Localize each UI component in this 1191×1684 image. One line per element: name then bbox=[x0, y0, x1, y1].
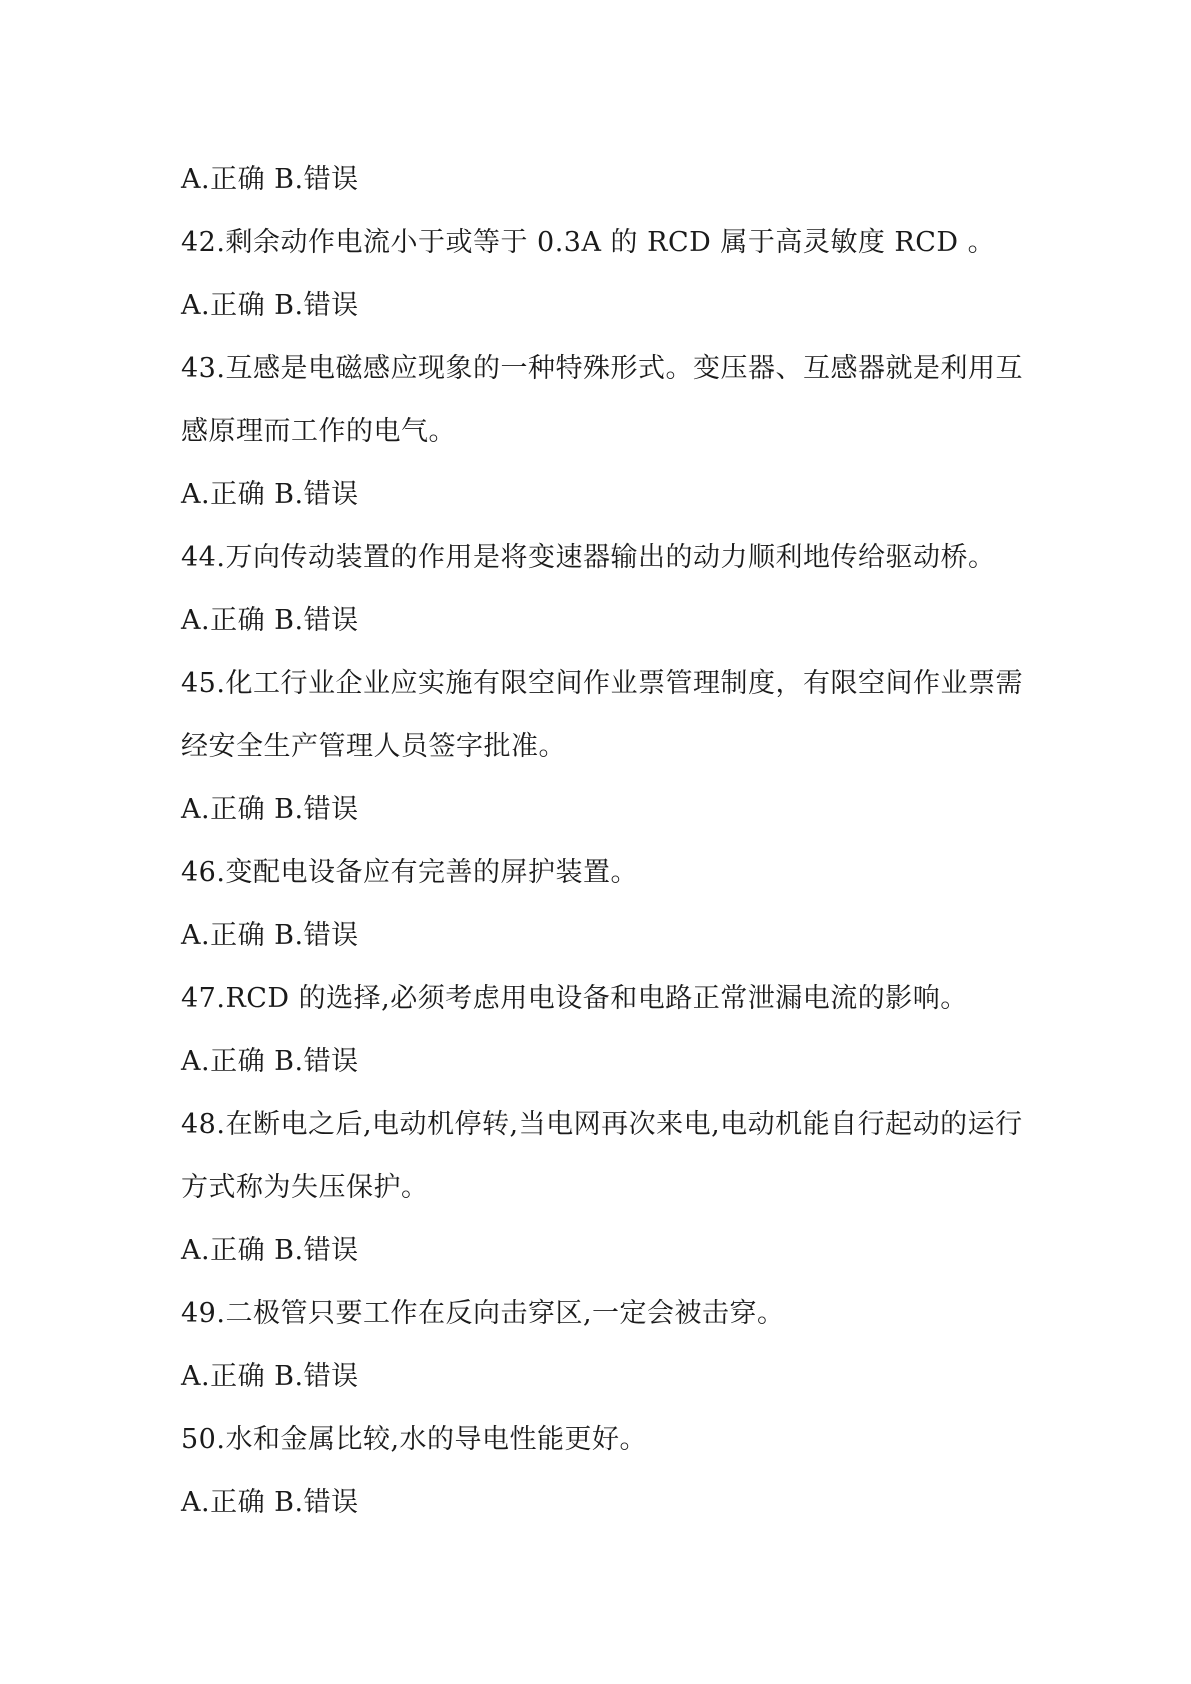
options-text: A.正确 B.错误 bbox=[181, 1487, 359, 1518]
options-text: A.正确 B.错误 bbox=[181, 920, 359, 951]
answer-options bbox=[181, 148, 1021, 211]
options-text: A.正确 B.错误 bbox=[181, 605, 359, 636]
question-text-continued: 经安全生产管理人员签字批准。 bbox=[181, 731, 566, 762]
question-text-continued: 方式称为失压保护。 bbox=[181, 1172, 429, 1203]
question-text: 47.RCD 的选择,必须考虑用电设备和电路正常泄漏电流的影响。 bbox=[181, 983, 968, 1014]
question-49 bbox=[181, 1282, 1021, 1345]
options-text: A.正确 B.错误 bbox=[181, 1361, 359, 1392]
options-text: A.正确 B.错误 bbox=[181, 164, 359, 195]
question-46 bbox=[181, 841, 1021, 904]
question-text: 43.互感是电磁感应现象的一种特殊形式。变压器、互感器就是利用互 bbox=[181, 353, 1023, 384]
options-text: A.正确 B.错误 bbox=[181, 794, 359, 825]
question-text: 45.化工行业企业应实施有限空间作业票管理制度，有限空间作业票需 bbox=[181, 668, 1023, 699]
options-text: A.正确 B.错误 bbox=[181, 290, 359, 321]
answer-options bbox=[181, 1219, 1021, 1282]
question-47 bbox=[181, 967, 1021, 1030]
question-text-continued: 感原理而工作的电气。 bbox=[181, 416, 456, 447]
options-text: A.正确 B.错误 bbox=[181, 1046, 359, 1077]
question-text: 50.水和金属比较,水的导电性能更好。 bbox=[181, 1424, 648, 1455]
question-50 bbox=[181, 1408, 1021, 1471]
answer-options bbox=[181, 463, 1021, 526]
answer-options bbox=[181, 904, 1021, 967]
options-text: A.正确 B.错误 bbox=[181, 479, 359, 510]
question-text: 44.万向传动装置的作用是将变速器输出的动力顺利地传给驱动桥。 bbox=[181, 542, 996, 573]
question-text: 42.剩余动作电流小于或等于 0.3A 的 RCD 属于高灵敏度 RCD 。 bbox=[181, 227, 996, 258]
options-text: A.正确 B.错误 bbox=[181, 1235, 359, 1266]
question-45 bbox=[181, 652, 1021, 778]
answer-options bbox=[181, 589, 1021, 652]
question-text: 49.二极管只要工作在反向击穿区,一定会被击穿。 bbox=[181, 1298, 785, 1329]
question-text: 48.在断电之后,电动机停转,当电网再次来电,电动机能自行起动的运行 bbox=[181, 1109, 1023, 1140]
answer-options bbox=[181, 274, 1021, 337]
question-text: 46.变配电设备应有完善的屏护装置。 bbox=[181, 857, 638, 888]
question-44 bbox=[181, 526, 1021, 589]
answer-options bbox=[181, 778, 1021, 841]
question-48 bbox=[181, 1093, 1021, 1219]
answer-options bbox=[181, 1471, 1021, 1534]
answer-options bbox=[181, 1345, 1021, 1408]
document-body bbox=[181, 148, 1021, 1534]
question-43 bbox=[181, 337, 1021, 463]
answer-options bbox=[181, 1030, 1021, 1093]
question-42 bbox=[181, 211, 1021, 274]
